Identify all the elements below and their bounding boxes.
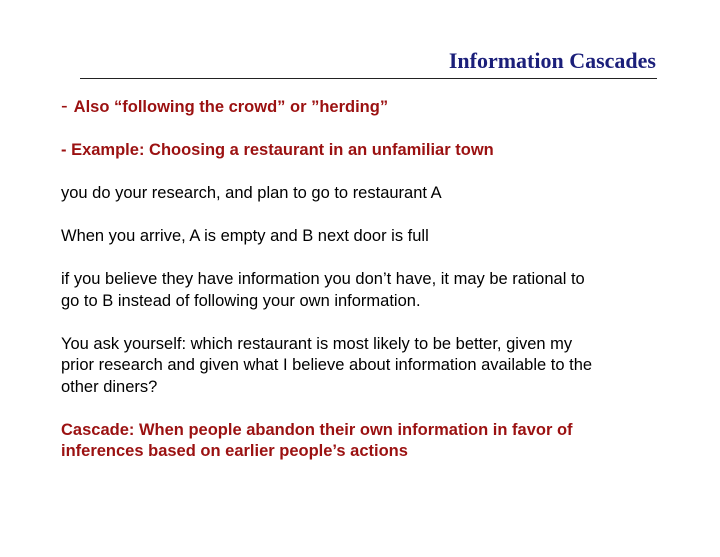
example-heading: - Example: Choosing a restaurant in an unfamiliar town bbox=[61, 141, 494, 159]
bullet-dash: - bbox=[61, 95, 68, 117]
spacer bbox=[61, 398, 661, 420]
cascade-definition-line1: Cascade: When people abandon their own information in favor of bbox=[61, 420, 573, 439]
question-text-line2: prior research and given what I believe about information available to the bbox=[61, 356, 593, 374]
spacer bbox=[61, 248, 661, 270]
spacer bbox=[61, 205, 661, 227]
bullet-herding bbox=[61, 96, 661, 119]
research-text: you do your research, and plan to go to restaurant A bbox=[61, 184, 442, 202]
question-text-line3: other diners? bbox=[61, 377, 158, 396]
belief-text-line1: if you believe they have information you don’t have, it may be rational to bbox=[61, 270, 585, 288]
bullet-herding-text: Also “following the crowd” or ”herding” bbox=[73, 98, 389, 116]
spacer bbox=[61, 119, 661, 141]
title-divider bbox=[80, 78, 657, 79]
slide-body bbox=[61, 96, 661, 463]
question-text-line1: You ask yourself: which restaurant is most likely to be better, given my bbox=[61, 334, 573, 353]
slide-title: Information Cascades bbox=[448, 48, 656, 73]
spacer bbox=[61, 312, 661, 334]
arrival-text: When you arrive, A is empty and B next door is full bbox=[61, 227, 429, 245]
cascade-definition-line2: inferences based on earlier people’s actions bbox=[61, 442, 408, 460]
spacer bbox=[61, 162, 661, 184]
belief-text-line2: go to B instead of following your own information. bbox=[61, 291, 421, 310]
